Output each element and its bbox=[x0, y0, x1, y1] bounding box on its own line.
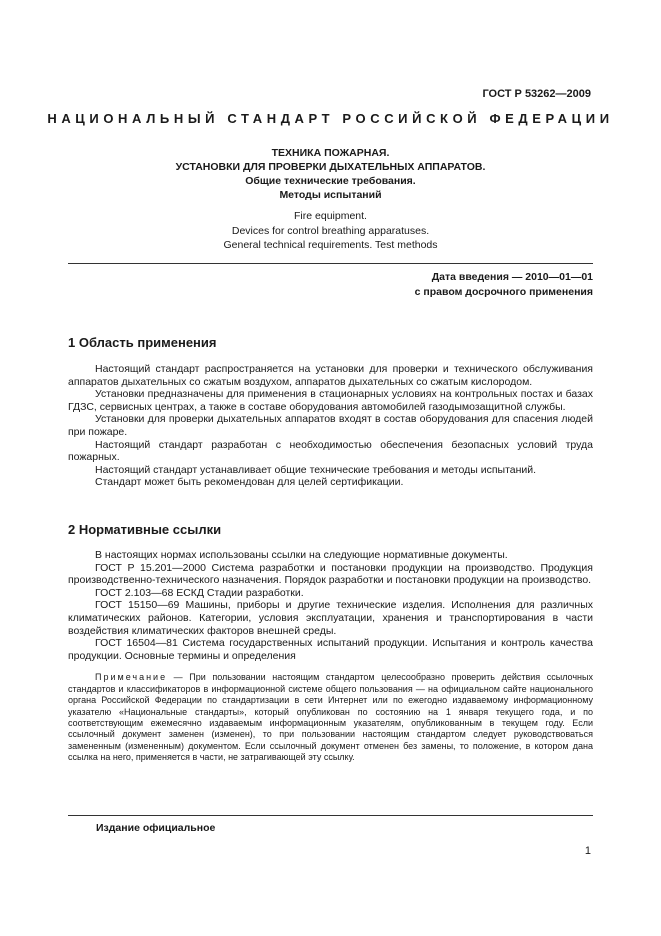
paragraph: ГОСТ Р 15.201—2000 Система разработки и постановки продукции на производство. Продукция производственно-технического назначения. Порядок разработки и постановки продукции на производство. bbox=[68, 561, 593, 587]
paragraph: В настоящих нормах использованы ссылки на следующие нормативные документы. bbox=[95, 549, 508, 561]
official-edition-label: Издание официальное bbox=[96, 822, 216, 834]
paragraph: Установки предназначены для применения в стационарных условиях на контрольных постах и базах ГДЗС, сервисных центрах, а также в составе оборудования автомобилей газодымозащитной службы. bbox=[68, 388, 593, 413]
footer-divider bbox=[68, 815, 593, 816]
document-code: ГОСТ Р 53262—2009 bbox=[482, 88, 591, 100]
paragraph: ГОСТ 2.103—68 ЕСКД Стадии разработки. bbox=[95, 586, 304, 599]
paragraph: Стандарт может быть рекомендован для целей сертификации. bbox=[95, 476, 404, 489]
paragraph: Настоящий стандарт распространяется на установки для проверки и технического обслуживания аппаратов дыхательных со сжатым воздухом, аппаратов дыхательных со сжатым кислородом. bbox=[68, 363, 593, 388]
section-heading: 2 Нормативные ссылки bbox=[68, 522, 222, 537]
paragraph: Установки для проверки дыхательных аппаратов входят в состав оборудования для спасения людей при пожаре. bbox=[68, 413, 593, 438]
note bbox=[68, 672, 593, 763]
english-title bbox=[0, 209, 661, 253]
russian-title bbox=[0, 146, 661, 202]
paragraph: Настоящий стандарт разработан с необходимостью обеспечения безопасных условий труда пожарных. bbox=[68, 438, 593, 464]
national-standard-heading: НАЦИОНАЛЬНЫЙ СТАНДАРТ РОССИЙСКОЙ ФЕДЕРАЦИИ bbox=[47, 111, 614, 126]
section-normative-references bbox=[68, 522, 593, 764]
introduction-date-line: Дата введения — 2010—01—01 bbox=[431, 271, 593, 283]
section-heading: 1 Область применения bbox=[68, 335, 217, 350]
section-scope bbox=[68, 335, 593, 489]
note-label: Примечание bbox=[95, 672, 168, 683]
title-divider bbox=[68, 263, 593, 264]
russian-title-line: УСТАНОВКИ ДЛЯ ПРОВЕРКИ ДЫХАТЕЛЬНЫХ АППАРАТОВ. bbox=[175, 161, 486, 173]
paragraph: ГОСТ 16504—81 Система государственных испытаний продукции. Испытания и контроль качества продукции. Основные термины и определения bbox=[68, 637, 593, 662]
note-text: — При пользовании настоящим стандартом целесообразно проверить действия ссылочных стандартов и классификаторов в информационной системе общего пользования — на официальном сайте национального органа Российской Федерации по стандартизации в сети Интернет или по ежегодно издаваемому информационному указателю «Национальные стандарты», который опубликован по состоянию на 1 января текущего года, и по соответствующим ежемесячно издаваемым информационным указателям, опубликованным в текущем году. Если ссылочный документ заменен (изменен), то при пользовании настоящим стандартом следует руководствоваться замененным (измененным) документом. Если ссылочный документ отменен без замены, то положение, в котором дана ссылка на него, применяется в части, не затрагивающей эту ссылку. bbox=[68, 672, 593, 763]
paragraph: ГОСТ 15150—69 Машины, приборы и другие технические изделия. Исполнения для различных климатических районов. Категории, условия эксплуатации, хранения и транспортирования в части воздействия климатических факторов внешней среды. bbox=[68, 599, 593, 637]
page-number: 1 bbox=[584, 845, 591, 857]
english-title-line: Devices for control breathing apparatuses. bbox=[231, 224, 430, 237]
early-application-line: с правом досрочного применения bbox=[414, 285, 593, 298]
introduction-date bbox=[415, 270, 593, 299]
english-title-line: Fire equipment. bbox=[294, 210, 367, 222]
russian-title-line: Методы испытаний bbox=[279, 189, 382, 201]
russian-title-line: Общие технические требования. bbox=[245, 175, 416, 187]
russian-title-line: ТЕХНИКА ПОЖАРНАЯ. bbox=[271, 147, 390, 159]
english-title-line: General technical requirements. Test methods bbox=[223, 239, 438, 251]
paragraph: Настоящий стандарт устанавливает общие технические требования и методы испытаний. bbox=[95, 463, 537, 476]
